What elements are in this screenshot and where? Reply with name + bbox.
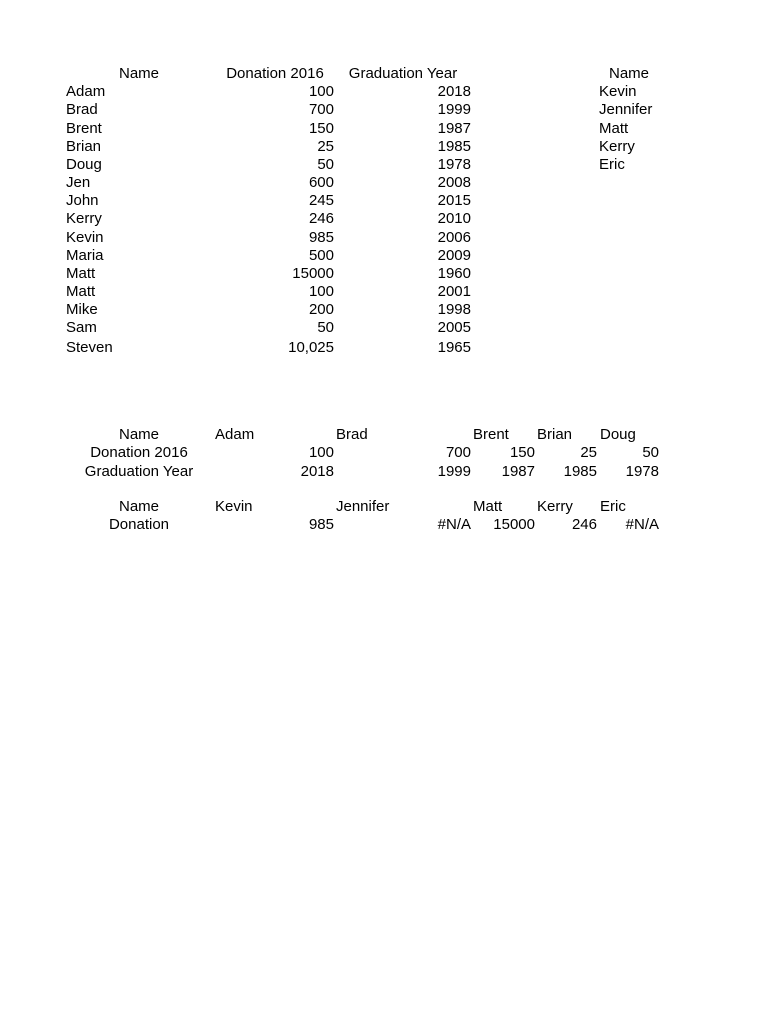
lookup-name: Kerry [599, 138, 635, 155]
results-name: Jennifer [336, 498, 390, 515]
row-graduation-year: 2010 [437, 210, 471, 227]
row-graduation-year: 2018 [437, 83, 471, 100]
row-name: Steven [66, 339, 113, 356]
row-graduation-year: 1999 [437, 101, 471, 118]
row-graduation-year: 1987 [437, 120, 471, 137]
results-donation: 246 [571, 516, 597, 533]
htable-year: 1987 [501, 463, 535, 480]
results-donation: 985 [308, 516, 334, 533]
row-graduation-year: 2009 [437, 247, 471, 264]
htable-name: Brent [473, 426, 509, 443]
row-graduation-year: 1978 [437, 156, 471, 173]
htable-year: 1999 [437, 463, 471, 480]
row-name: Adam [66, 83, 106, 100]
row-donation: 50 [317, 319, 334, 336]
row-donation: 10,025 [288, 339, 334, 356]
row-name: Brent [66, 120, 102, 137]
row-donation: 25 [317, 138, 334, 155]
results-donation: 15000 [493, 516, 535, 533]
row-name: Kerry [66, 210, 102, 227]
row-graduation-year: 2001 [437, 283, 471, 300]
results-name: Kevin [215, 498, 253, 515]
row-name: Kevin [66, 229, 104, 246]
htable-donation: 700 [445, 444, 471, 461]
htable-donation: 50 [642, 444, 659, 461]
row-name: Matt [66, 283, 96, 300]
row-donation: 985 [308, 229, 334, 246]
row-donation: 700 [308, 101, 334, 118]
row-graduation-year: 1998 [437, 301, 471, 318]
header-graduation-year: Graduation Year [348, 65, 458, 82]
results-name: Matt [473, 498, 503, 515]
row-donation: 600 [308, 174, 334, 191]
row-donation: 50 [317, 156, 334, 173]
row-name: Sam [66, 319, 97, 336]
lookup-name: Jennifer [599, 101, 653, 118]
htable-donation: 25 [580, 444, 597, 461]
row-graduation-year: 2015 [437, 192, 471, 209]
row-name: John [66, 192, 99, 209]
lookup-name: Kevin [599, 83, 637, 100]
htable-year: 1985 [563, 463, 597, 480]
row-name: Brian [66, 138, 102, 155]
htable-donation: 100 [308, 444, 334, 461]
results-name: Eric [600, 498, 626, 515]
row-donation: 150 [308, 120, 334, 137]
htable-graduation-label: Graduation Year [84, 463, 194, 480]
row-name: Jen [66, 174, 91, 191]
row-donation: 245 [308, 192, 334, 209]
htable-donation-label: Donation 2016 [90, 444, 188, 461]
row-graduation-year: 2008 [437, 174, 471, 191]
header-donation-2016: Donation 2016 [226, 65, 324, 82]
row-graduation-year: 1985 [437, 138, 471, 155]
row-donation: 15000 [292, 265, 334, 282]
results-donation: #N/A [625, 516, 659, 533]
row-name: Brad [66, 101, 98, 118]
htable-name: Brad [336, 426, 368, 443]
results-donation: #N/A [437, 516, 471, 533]
lookup-name: Matt [599, 120, 629, 137]
results-header-name: Name [118, 498, 159, 515]
results-name: Kerry [537, 498, 573, 515]
lookup-name: Eric [599, 156, 625, 173]
row-graduation-year: 2006 [437, 229, 471, 246]
row-name: Maria [66, 247, 104, 264]
row-graduation-year: 1965 [437, 339, 471, 356]
htable-header-name: Name [118, 426, 159, 443]
htable-name: Doug [600, 426, 636, 443]
row-name: Matt [66, 265, 96, 282]
htable-name: Adam [215, 426, 255, 443]
row-graduation-year: 1960 [437, 265, 471, 282]
row-graduation-year: 2005 [437, 319, 471, 336]
row-donation: 200 [308, 301, 334, 318]
row-donation: 246 [308, 210, 334, 227]
header-name: Name [118, 65, 159, 82]
row-name: Doug [66, 156, 102, 173]
htable-donation: 150 [509, 444, 535, 461]
htable-year: 2018 [300, 463, 334, 480]
row-donation: 500 [308, 247, 334, 264]
htable-year: 1978 [625, 463, 659, 480]
row-donation: 100 [308, 83, 334, 100]
results-donation-label: Donation [108, 516, 170, 533]
htable-name: Brian [537, 426, 573, 443]
row-name: Mike [66, 301, 98, 318]
row-donation: 100 [308, 283, 334, 300]
lookup-header-name: Name [608, 65, 649, 82]
